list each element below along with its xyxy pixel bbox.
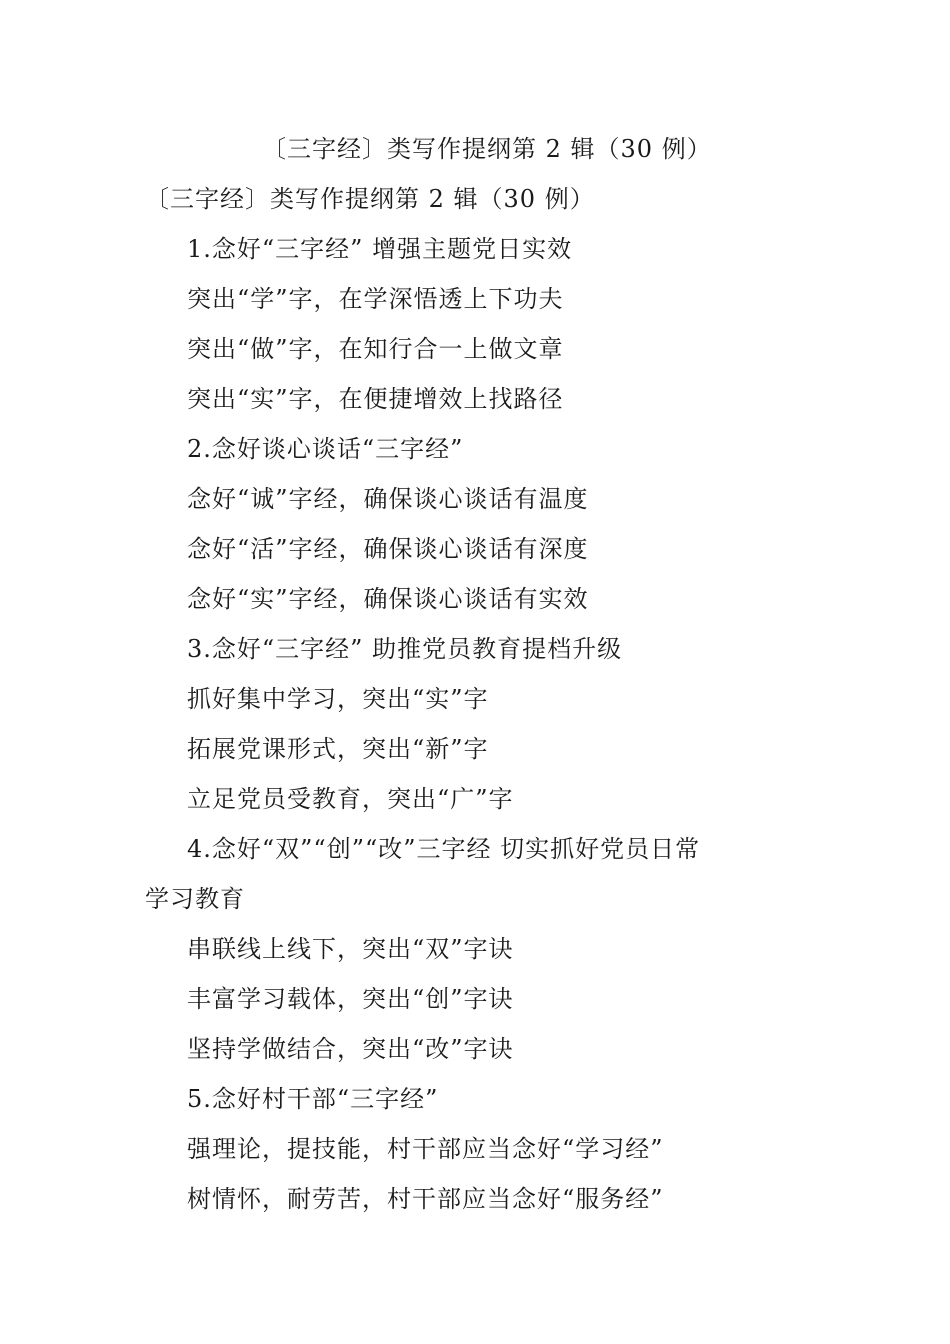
- heading-item-5: 5.念好村干部“三字经”: [187, 1085, 439, 1113]
- paragraph-line: 强理论，提技能，村干部应当念好“学习经”: [187, 1135, 664, 1163]
- paragraph-line: 念好“活”字经，确保谈心谈话有深度: [187, 535, 589, 563]
- paragraph-line: 丰富学习载体，突出“创”字诀: [187, 985, 514, 1013]
- paragraph-line: 念好“诚”字经，确保谈心谈话有温度: [187, 485, 589, 513]
- heading-item-3: 3.念好“三字经” 助推党员教育提档升级: [187, 635, 623, 663]
- paragraph-line: 串联线上线下，突出“双”字诀: [187, 935, 514, 963]
- paragraph-line: 突出“做”字，在知行合一上做文章: [187, 335, 564, 363]
- paragraph-line: 念好“实”字经，确保谈心谈话有实效: [187, 585, 589, 613]
- document-subtitle: 〔三字经〕类写作提纲第 2 辑（30 例）: [145, 185, 595, 213]
- paragraph-line: 拓展党课形式，突出“新”字: [187, 735, 489, 763]
- paragraph-line: 树情怀，耐劳苦，村干部应当念好“服务经”: [187, 1185, 664, 1213]
- paragraph-line: 立足党员受教育，突出“广”字: [187, 785, 514, 813]
- heading-item-4: 4.念好“双”“创”“改”三字经 切实抓好党员日常: [187, 835, 701, 863]
- paragraph-line: 抓好集中学习，突出“实”字: [187, 685, 489, 713]
- paragraph-line: 突出“学”字，在学深悟透上下功夫: [187, 285, 564, 313]
- heading-item-2: 2.念好谈心谈话“三字经”: [187, 435, 464, 463]
- heading-item-4-continued: 学习教育: [145, 885, 245, 913]
- paragraph-line: 突出“实”字，在便捷增效上找路径: [187, 385, 564, 413]
- document-title: 〔三字经〕类写作提纲第 2 辑（30 例）: [262, 135, 712, 163]
- paragraph-line: 坚持学做结合，突出“改”字诀: [187, 1035, 514, 1063]
- heading-item-1: 1.念好“三字经” 增强主题党日实效: [187, 235, 573, 263]
